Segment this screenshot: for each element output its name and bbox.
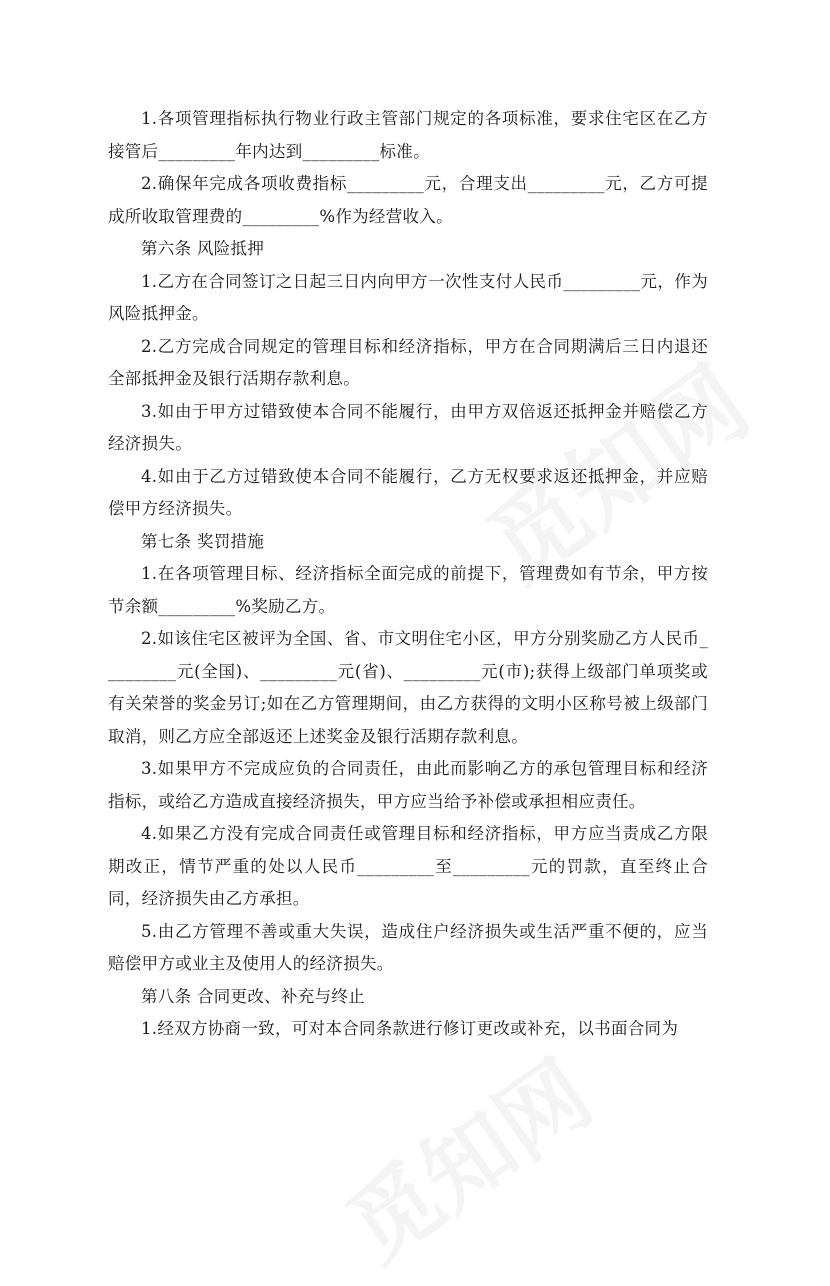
clause-paragraph: 5.由乙方管理不善或重大失误，造成住户经济损失或生活严重不便的，应当赔偿甲方或业主及使用人的经济损失。 — [108, 921, 708, 973]
clause-paragraph: 1.各项管理指标执行物业行政主管部门规定的各项标准，要求住宅区在乙方接管后_________年内达到_________标准。 — [108, 109, 708, 161]
document-body — [108, 103, 708, 1046]
article-heading: 第六条 风险抵押 — [141, 239, 265, 258]
clause-paragraph: 4.如果乙方没有完成合同责任或管理目标和经济指标，甲方应当责成乙方限期改正，情节严重的处以人民币_________至_________元的罚款，直至终止合同，经济损失由乙方承担。 — [108, 824, 708, 908]
watermark — [317, 1024, 613, 1285]
clause-paragraph: 4.如由于乙方过错致使本合同不能履行，乙方无权要求返还抵押金，并应赔偿甲方经济损失。 — [108, 466, 708, 518]
clause-paragraph: 1.乙方在合同签订之日起三日内向甲方一次性支付人民币_________元，作为风险抵押金。 — [108, 271, 708, 323]
clause-paragraph: 3.如由于甲方过错致使本合同不能履行，由甲方双倍返还抵押金并赔偿乙方经济损失。 — [108, 401, 708, 453]
clause-paragraph: 1.在各项管理目标、经济指标全面完成的前提下，管理费如有节余，甲方按节余额_________%奖励乙方。 — [108, 564, 708, 616]
clause-paragraph: 1.经双方协商一致，可对本合同条款进行修订更改或补充，以书面合同为 — [141, 1019, 679, 1038]
clause-paragraph: 2.确保年完成各项收费指标_________元，合理支出_________元，乙方可提成所收取管理费的_________%作为经营收入。 — [108, 174, 708, 226]
article-heading: 第七条 奖罚措施 — [141, 531, 265, 551]
clause-paragraph: 3.如果甲方不完成应负的合同责任，由此而影响乙方的承包管理目标和经济指标，或给乙方造成直接经济损失，甲方应当给予补偿或承担相应责任。 — [108, 759, 708, 811]
article-heading: 第八条 合同更改、补充与终止 — [141, 986, 365, 1006]
clause-paragraph: 2.乙方完成合同规定的管理目标和经济指标，甲方在合同期满后三日内退还全部抵押金及银行活期存款利息。 — [108, 336, 708, 388]
clause-paragraph: 2.如该住宅区被评为全国、省、市文明住宅小区，甲方分别奖励乙方人民币_________元(全国)、_________元(省)、_________元(市);获得上级部门单项奖或有关荣誉的奖金另订;如在乙方管理期间，由乙方获得的文明小区称号被上级部门取消，则乙方应全部返还上述奖金及银行活期存款利息。 — [108, 629, 708, 746]
